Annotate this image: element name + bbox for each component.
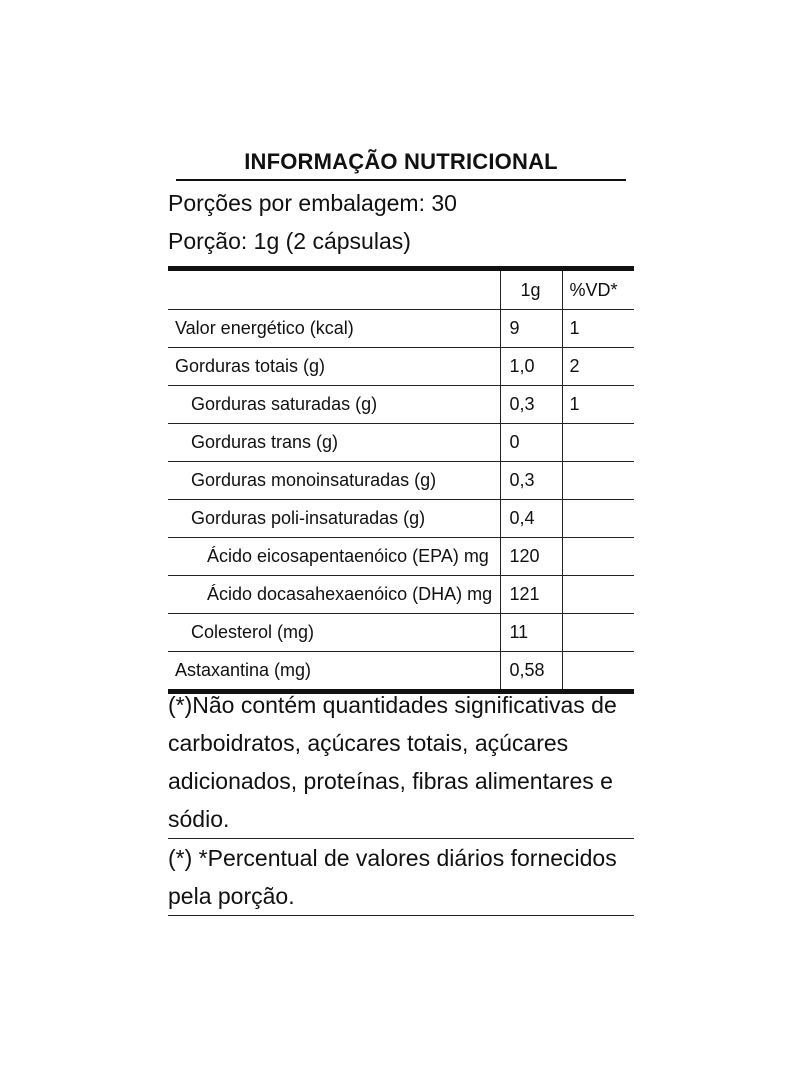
nutrient-amount: 0,4 — [500, 500, 562, 538]
nutrient-name: Valor energético (kcal) — [168, 310, 500, 348]
nutrient-name: Gorduras monoinsaturadas (g) — [168, 462, 500, 500]
nutrition-title: INFORMAÇÃO NUTRICIONAL — [176, 149, 626, 181]
table-row — [168, 500, 634, 538]
footnote-not-significant: (*)Não contém quantidades significativas de carboidratos, açúcares totais, açúcares adicionados, proteínas, fibras alimentares e sódio. — [168, 686, 634, 839]
nutrient-vd — [562, 614, 634, 652]
table-row — [168, 348, 634, 386]
nutrient-vd — [562, 424, 634, 462]
nutrient-vd: 1 — [562, 310, 634, 348]
nutrient-vd: 2 — [562, 348, 634, 386]
nutrient-amount: 0 — [500, 424, 562, 462]
nutrient-name: Gorduras saturadas (g) — [168, 386, 500, 424]
nutrient-name: Ácido docasahexaenóico (DHA) mg — [168, 576, 500, 614]
table-header-row — [168, 269, 634, 310]
nutrient-amount: 0,58 — [500, 652, 562, 692]
table-row — [168, 538, 634, 576]
header-name-cell — [168, 269, 500, 310]
nutrient-amount: 120 — [500, 538, 562, 576]
nutrient-name: Colesterol (mg) — [168, 614, 500, 652]
nutrient-amount: 11 — [500, 614, 562, 652]
footnotes — [168, 686, 634, 916]
header-amount-cell: 1g — [500, 269, 562, 310]
nutrient-name: Astaxantina (mg) — [168, 652, 500, 692]
footnote-daily-values: (*) *Percentual de valores diários fornecidos pela porção. — [168, 839, 634, 916]
table-row — [168, 462, 634, 500]
table-row — [168, 576, 634, 614]
nutrient-name: Gorduras trans (g) — [168, 424, 500, 462]
nutrient-vd: 1 — [562, 386, 634, 424]
nutrition-table — [168, 266, 634, 694]
nutrient-name: Gorduras poli-insaturadas (g) — [168, 500, 500, 538]
nutrient-vd — [562, 500, 634, 538]
nutrient-name: Gorduras totais (g) — [168, 348, 500, 386]
table-row — [168, 614, 634, 652]
nutrient-amount: 1,0 — [500, 348, 562, 386]
nutrient-name: Ácido eicosapentaenóico (EPA) mg — [168, 538, 500, 576]
nutrient-amount: 121 — [500, 576, 562, 614]
nutrient-vd — [562, 538, 634, 576]
header-vd-cell: %VD* — [562, 269, 634, 310]
servings-per-package: Porções por embalagem: 30 — [168, 190, 457, 216]
nutrient-vd — [562, 576, 634, 614]
nutrient-amount: 0,3 — [500, 462, 562, 500]
table-row — [168, 424, 634, 462]
serving-size: Porção: 1g (2 cápsulas) — [168, 228, 411, 254]
nutrient-amount: 0,3 — [500, 386, 562, 424]
nutrient-vd — [562, 462, 634, 500]
table-row — [168, 310, 634, 348]
nutrient-amount: 9 — [500, 310, 562, 348]
table-row — [168, 386, 634, 424]
